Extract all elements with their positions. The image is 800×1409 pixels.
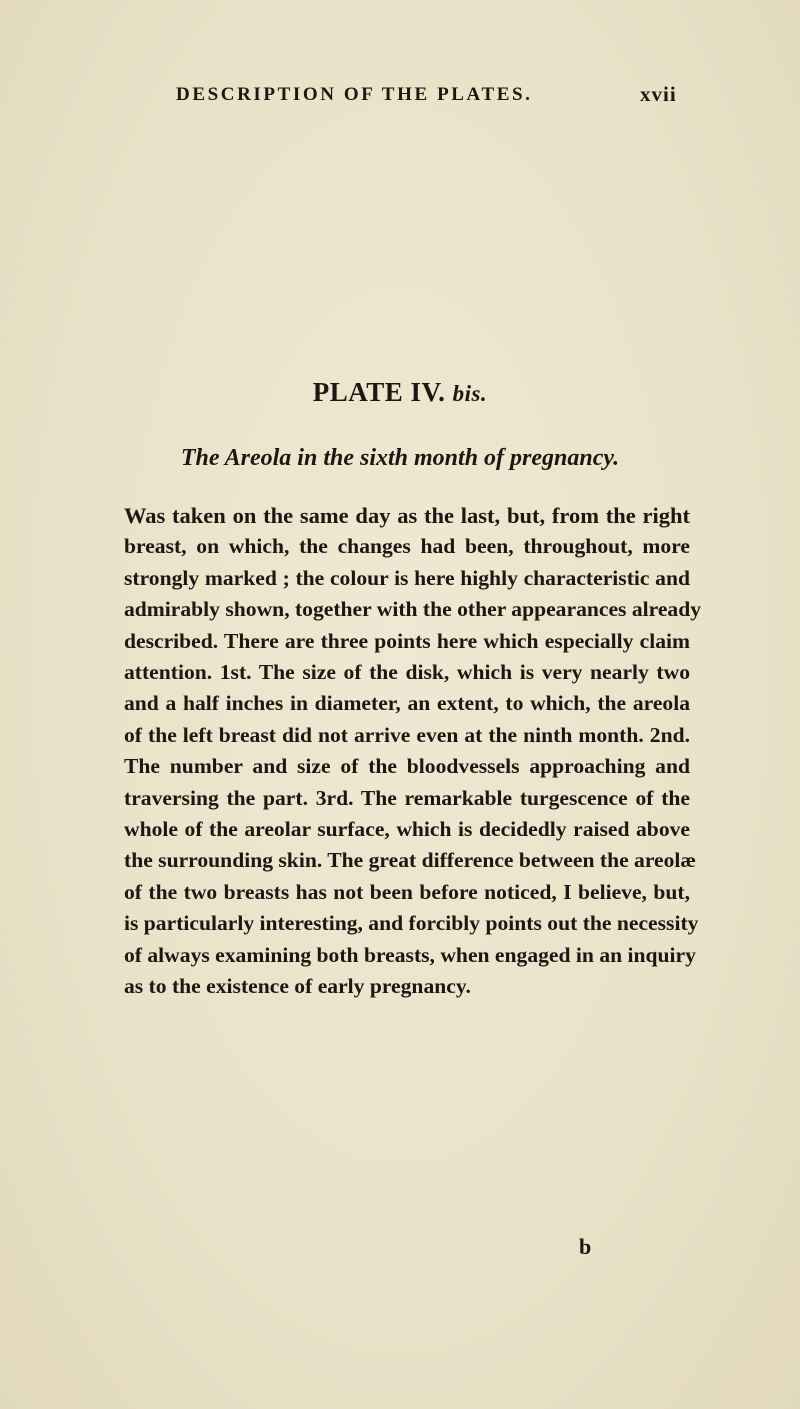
- text-line: Was taken on the same day as the last, but, from the right: [124, 503, 690, 528]
- plate-subtitle: The Areola in the sixth month of pregnancy.: [180, 445, 620, 471]
- text-line: is particularly interesting, and forcibly points out the necessity: [124, 911, 699, 936]
- running-head: [0, 84, 800, 114]
- plate-title: [0, 377, 800, 408]
- text-line: and a half inches in diameter, an extent, to which, the areola: [124, 691, 690, 716]
- text-line: strongly marked ; the colour is here highly characteristic and: [124, 565, 690, 590]
- text-line: breast, on which, the changes had been, throughout, more: [124, 534, 690, 559]
- running-title: DESCRIPTION OF THE PLATES.: [176, 84, 533, 105]
- text-line: whole of the areolar surface, which is decidedly raised above: [124, 817, 690, 842]
- text-line: as to the existence of early pregnancy.: [124, 974, 471, 999]
- text-line: attention. 1st. The size of the disk, which is very nearly two: [124, 660, 690, 685]
- body-paragraph: [124, 500, 702, 1003]
- text-line: traversing the part. 3rd. The remarkable turgescence of the: [124, 785, 690, 810]
- text-line: of the two breasts has not been before noticed, I believe, but,: [124, 879, 690, 904]
- text-line: The number and size of the bloodvessels approaching and: [124, 754, 690, 779]
- page-number: xvii: [640, 82, 677, 106]
- text-line: of the left breast did not arrive even at the ninth month. 2nd.: [124, 722, 690, 747]
- text-line: described. There are three points here which especially claim: [124, 628, 690, 653]
- plate-title-suffix: bis.: [452, 381, 488, 406]
- text-line: of always examining both breasts, when engaged in an inquiry: [124, 942, 696, 967]
- plate-title-text: PLATE IV.: [312, 377, 446, 407]
- signature-mark: b: [579, 1234, 592, 1259]
- text-line: the surrounding skin. The great difference between the areolæ: [124, 848, 697, 873]
- text-line: admirably shown, together with the other appearances already: [124, 597, 702, 622]
